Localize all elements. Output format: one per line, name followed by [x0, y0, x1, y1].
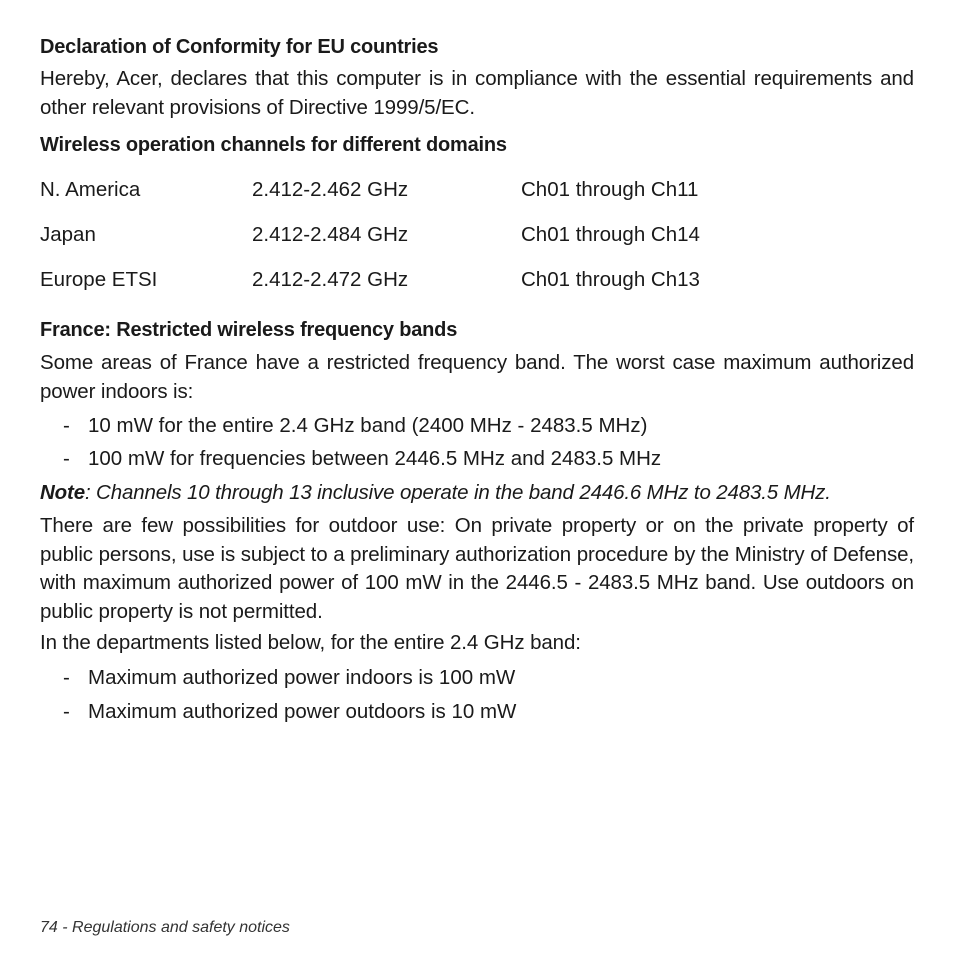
france-heading: France: Restricted wireless frequency bands — [40, 319, 458, 341]
channel-frequency: 2.412-2.462 GHz — [252, 178, 409, 201]
note-label: Note — [40, 481, 85, 504]
note-line — [40, 481, 831, 505]
bullet-dash: - — [63, 666, 70, 689]
list-item-text: 100 mW for frequencies between 2446.5 MHz and 2483.5 MHz — [88, 447, 662, 470]
channel-region: Europe ETSI — [40, 268, 158, 291]
channels-heading: Wireless operation channels for different domains — [40, 134, 507, 156]
channel-frequency: 2.412-2.484 GHz — [252, 223, 409, 246]
list-item-text: 10 mW for the entire 2.4 GHz band (2400 MHz - 2483.5 MHz) — [88, 414, 648, 437]
bullet-dash: - — [63, 700, 70, 723]
channel-range: Ch01 through Ch14 — [521, 223, 700, 246]
outdoor-use-paragraph: There are few possibilities for outdoor use: On private property or on the private property of public persons, use is subject to a preliminary authorization procedure by the Ministry of Defense, with maximum authorized power of 100 mW in the 2446.5 - 2483.5 MHz band. Use outdoors on public property is not permitted. — [40, 514, 914, 623]
eu-conformity-paragraph: Hereby, Acer, declares that this computer is in compliance with the essential requirements and other relevant provisions of Directive 1999/5/EC. — [40, 67, 914, 119]
france-paragraph: Some areas of France have a restricted frequency band. The worst case maximum authorized power indoors is: — [40, 351, 914, 403]
bullet-dash: - — [63, 447, 70, 470]
channel-range: Ch01 through Ch13 — [521, 268, 700, 291]
channel-frequency: 2.412-2.472 GHz — [252, 268, 409, 291]
channel-range: Ch01 through Ch11 — [521, 178, 699, 201]
channel-region: Japan — [40, 223, 96, 246]
eu-conformity-heading: Declaration of Conformity for EU countries — [40, 36, 439, 58]
channel-region: N. America — [40, 178, 141, 201]
bullet-dash: - — [63, 414, 70, 437]
note-text: : Channels 10 through 13 inclusive operate in the band 2446.6 MHz to 2483.5 MHz. — [84, 481, 831, 504]
list-item-text: Maximum authorized power outdoors is 10 mW — [88, 700, 517, 723]
departments-paragraph: In the departments listed below, for the entire 2.4 GHz band: — [40, 631, 581, 654]
page-footer: 74 - Regulations and safety notices — [40, 919, 290, 936]
list-item-text: Maximum authorized power indoors is 100 mW — [88, 666, 516, 689]
